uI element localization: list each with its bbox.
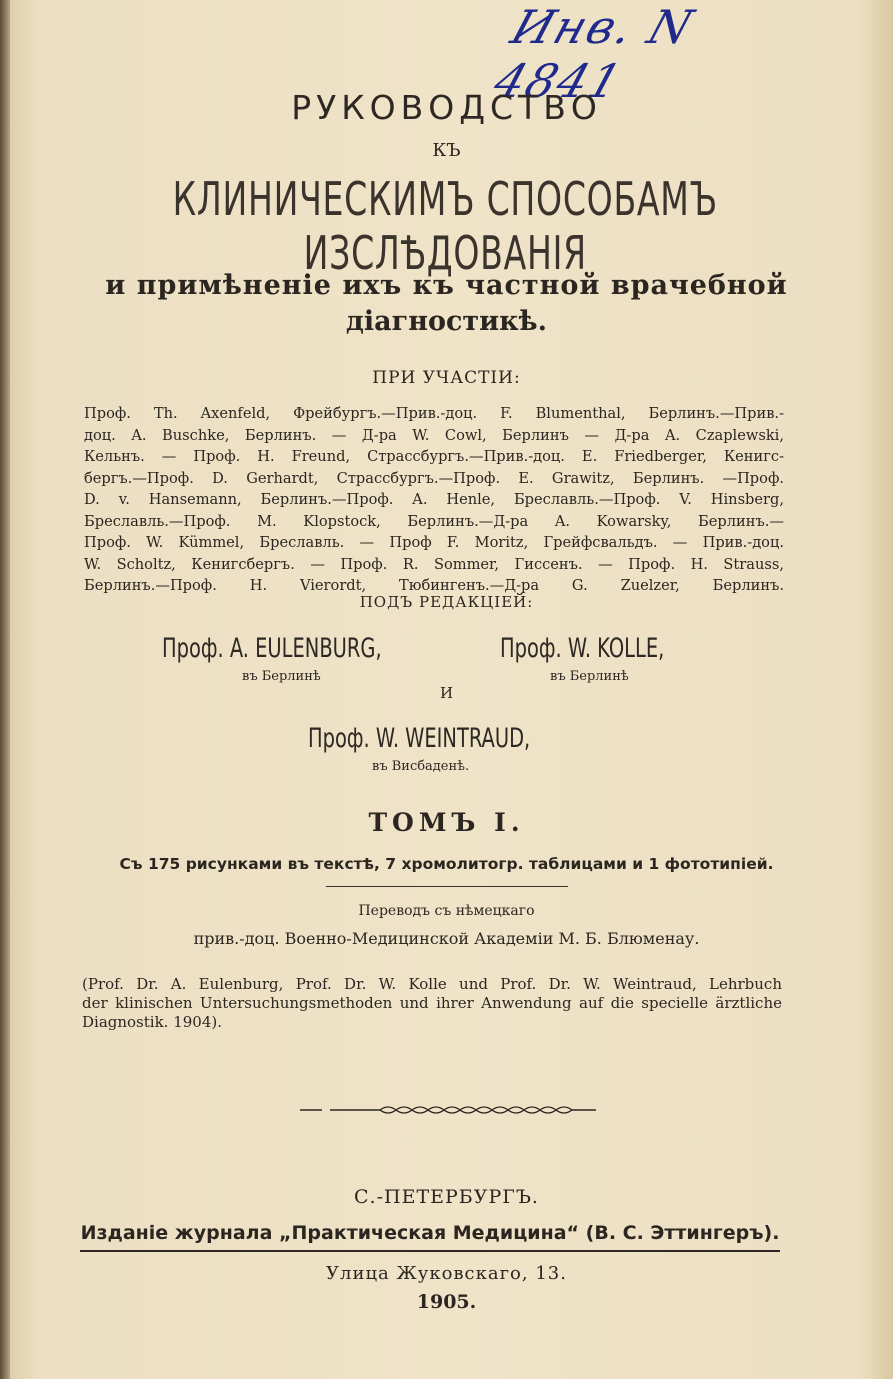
original-title-note xyxy=(82,975,782,1032)
publication-year: 1905. xyxy=(416,1291,477,1313)
title-line-3: КЛИНИЧЕСКИМЪ СПОСОБАМЪ ИЗСЛѢДОВАНІЯ xyxy=(172,172,718,280)
contributors-line: W. Scholtz, Кенигсбергъ. — Проф. R. Sommer, Гиссенъ. — Проф. H. Strauss, xyxy=(84,555,784,573)
title-line-4: и примѣненіе ихъ къ частной врачебной xyxy=(105,270,788,301)
contributors-line: Проф. Th. Axenfeld, Фрейбургъ.—Прив.-доц. F. Blumenthal, Берлинъ.—Прив.- xyxy=(84,405,784,422)
editor-weintraud xyxy=(308,723,608,774)
contributors-line: D. v. Hansemann, Берлинъ.—Проф. A. Henle, Бреславль.—Проф. V. Hinsberg, xyxy=(84,491,784,508)
street-address: Улица Жуковскаго, 13. xyxy=(326,1263,567,1284)
contributors-line: Кельнъ. — Проф. H. Freund, Страссбургъ.—Прив.-доц. E. Friedberger, Кенигс- xyxy=(84,448,784,465)
editor-name: Проф. W. KOLLE, xyxy=(500,633,665,664)
editors-conjunction: И xyxy=(439,684,454,702)
translation-line-2: прив.-доц. Военно-Медицинской Академіи М. Б. Блюменау. xyxy=(193,929,700,948)
ornament-divider-icon xyxy=(300,1100,596,1120)
translation-line-1: Переводъ съ нѣмецкаго xyxy=(358,903,535,919)
contributors-line: бергъ.—Проф. D. Gerhardt, Страссбургъ.—Проф. E. Grawitz, Берлинъ. —Проф. xyxy=(84,469,784,487)
contributors-line: доц. A. Buschke, Берлинъ. — Д-ра W. Cowl, Берлинъ — Д-ра A. Czaplewski, xyxy=(84,426,784,444)
original-title-line: (Prof. Dr. A. Eulenburg, Prof. Dr. W. Kolle und Prof. Dr. W. Weintraud, Lehrbuch xyxy=(82,975,782,993)
editor-city: въ Берлинѣ xyxy=(550,669,629,684)
original-title-line: der klinischen Untersuchungsmethoden und ihrer Anwendung auf die specielle ärztliche xyxy=(82,994,782,1012)
title-line-5: діагностикѣ. xyxy=(345,306,548,337)
title-line-2: КЪ xyxy=(432,140,461,161)
editor-city: въ Берлинѣ xyxy=(242,669,321,684)
handwritten-inventory-note: Инв. N 4841 xyxy=(487,0,702,108)
editor-kolle xyxy=(500,633,740,684)
title-line-1: РУКОВОДСТВО xyxy=(291,88,602,127)
original-title-line: Diagnostik. 1904). xyxy=(82,1013,223,1031)
contributors-line: Бреславль.—Проф. M. Klopstock, Берлинъ.—Д-ра A. Kowarsky, Берлинъ.— xyxy=(84,512,784,530)
editor-city: въ Висбаденѣ. xyxy=(372,759,470,774)
contributors-list xyxy=(84,403,784,597)
editor-eulenburg xyxy=(162,633,402,684)
editor-name: Проф. W. WEINTRAUD, xyxy=(308,723,531,754)
participation-heading: ПРИ УЧАСТІИ: xyxy=(372,368,521,388)
contributors-line: Берлинъ.—Проф. H. Vierordt, Тюбингенъ.—Д-ра G. Zuelzer, Берлинъ. xyxy=(84,577,784,594)
city-imprint: С.-ПЕТЕРБУРГЪ. xyxy=(354,1186,539,1208)
publisher-underline xyxy=(80,1250,780,1252)
illustrations-note: Съ 175 рисунками въ текстѣ, 7 хромолитогр. таблицами и 1 фототипіей. xyxy=(119,855,774,873)
editors-heading: ПОДЪ РЕДАКЦІЕЙ: xyxy=(359,593,534,611)
editor-name: Проф. A. EULENBURG, xyxy=(162,633,382,664)
volume-number: ТОМЪ I. xyxy=(368,808,525,837)
contributors-line: Проф. W. Kümmel, Бреславль. — Проф F. Moritz, Грейфсвальдъ. — Прив.-доц. xyxy=(84,534,784,551)
publisher-line: Изданіе журнала „Практическая Медицина“ (В. С. Эттингеръ). xyxy=(80,1222,780,1244)
divider-rule xyxy=(326,886,568,887)
